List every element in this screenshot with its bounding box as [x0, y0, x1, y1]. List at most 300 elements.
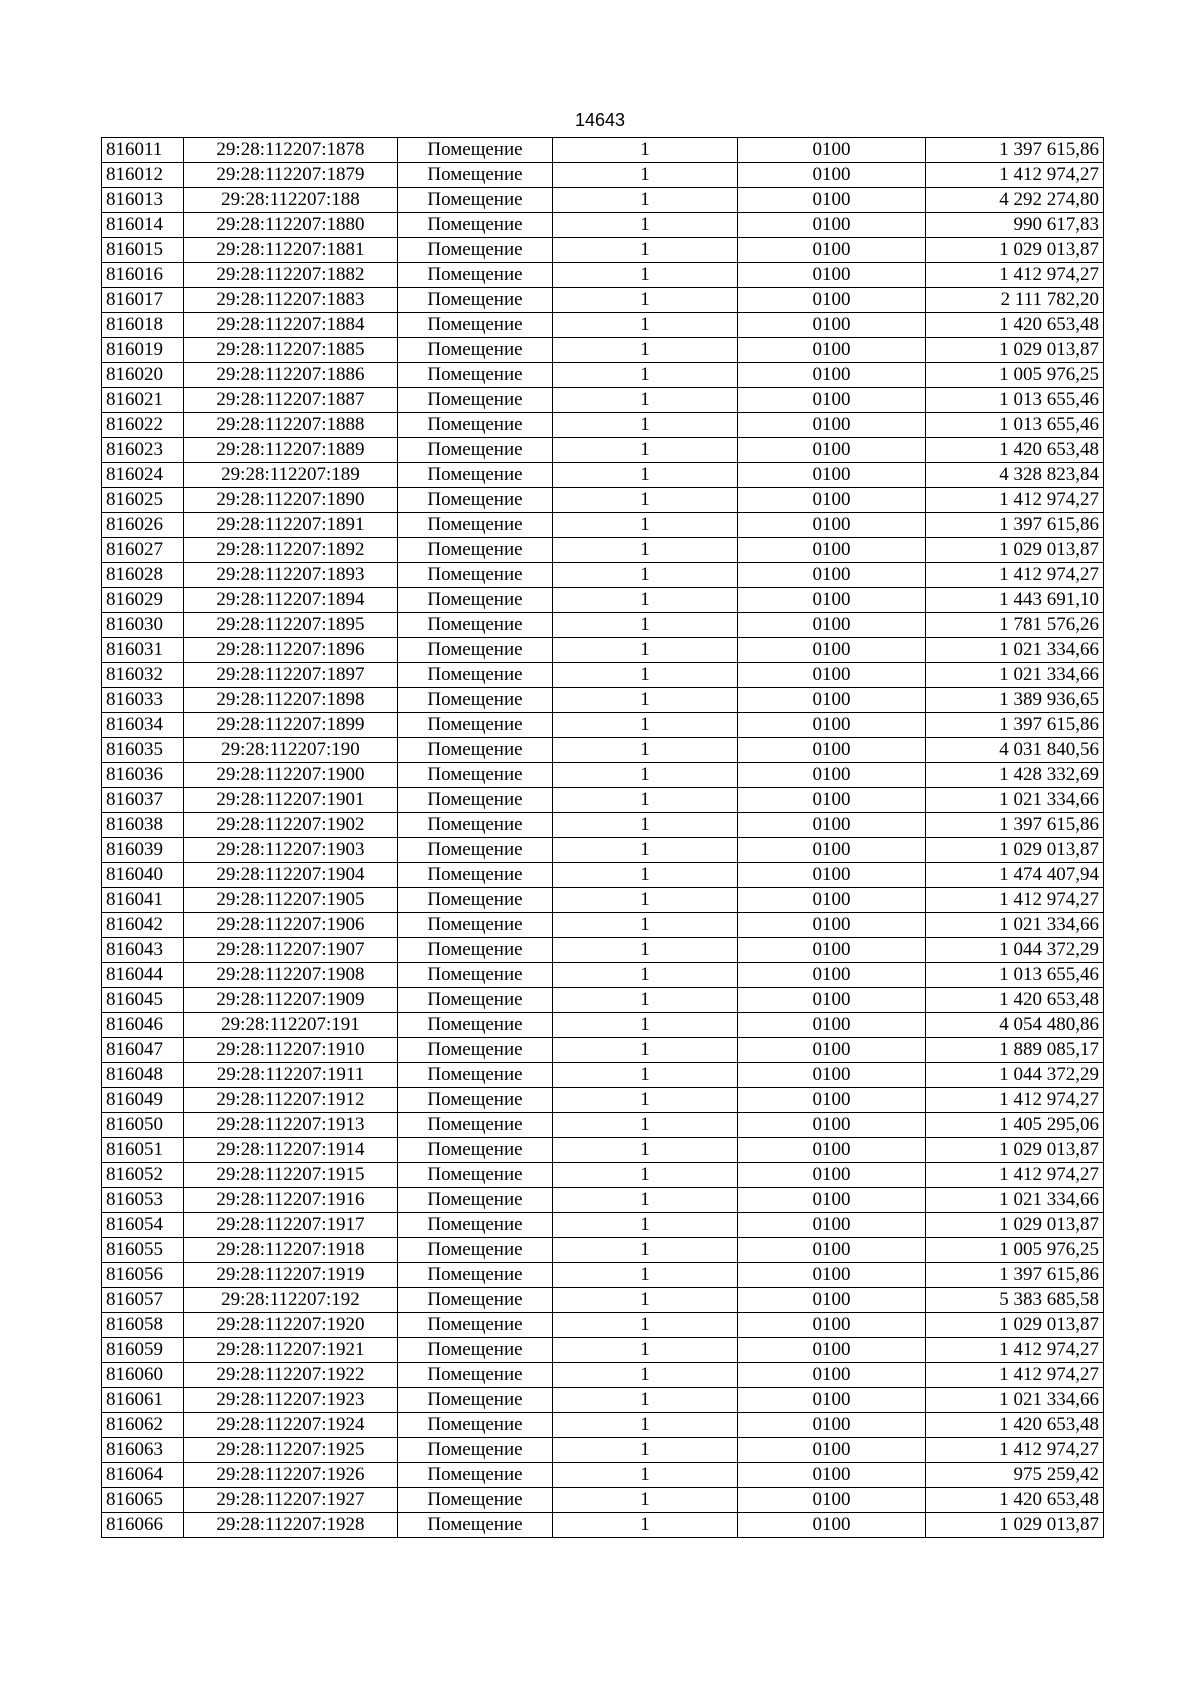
- row-number-cell: 816020: [102, 363, 184, 388]
- code-cell: 0100: [738, 1513, 926, 1538]
- cadastral-value-cell: 1 389 936,65: [926, 688, 1104, 713]
- code-cell: 0100: [738, 213, 926, 238]
- code-cell: 0100: [738, 413, 926, 438]
- code-cell: 0100: [738, 513, 926, 538]
- count-cell: 1: [553, 938, 738, 963]
- cadastral-value-cell: 1 021 334,66: [926, 913, 1104, 938]
- object-type-cell: Помещение: [398, 938, 553, 963]
- cadastral-number-cell: 29:28:112207:1887: [184, 388, 398, 413]
- row-number-cell: 816066: [102, 1513, 184, 1538]
- code-cell: 0100: [738, 313, 926, 338]
- object-type-cell: Помещение: [398, 688, 553, 713]
- cadastral-value-cell: 1 412 974,27: [926, 563, 1104, 588]
- cadastral-number-cell: 29:28:112207:1924: [184, 1413, 398, 1438]
- code-cell: 0100: [738, 1463, 926, 1488]
- row-number-cell: 816030: [102, 613, 184, 638]
- count-cell: 1: [553, 838, 738, 863]
- code-cell: 0100: [738, 1413, 926, 1438]
- count-cell: 1: [553, 788, 738, 813]
- code-cell: 0100: [738, 638, 926, 663]
- count-cell: 1: [553, 413, 738, 438]
- table-row: [102, 538, 1104, 563]
- cadastral-value-cell: 1 420 653,48: [926, 438, 1104, 463]
- code-cell: 0100: [738, 838, 926, 863]
- count-cell: 1: [553, 638, 738, 663]
- row-number-cell: 816013: [102, 188, 184, 213]
- object-type-cell: Помещение: [398, 813, 553, 838]
- cadastral-value-cell: 1 044 372,29: [926, 1063, 1104, 1088]
- cadastral-value-cell: 1 412 974,27: [926, 488, 1104, 513]
- table-row: [102, 1338, 1104, 1363]
- cadastral-value-cell: 4 054 480,86: [926, 1013, 1104, 1038]
- cadastral-number-cell: 29:28:112207:1878: [184, 138, 398, 163]
- cadastral-value-cell: 1 021 334,66: [926, 638, 1104, 663]
- code-cell: 0100: [738, 1238, 926, 1263]
- object-type-cell: Помещение: [398, 663, 553, 688]
- table-row: [102, 363, 1104, 388]
- object-type-cell: Помещение: [398, 238, 553, 263]
- table-row: [102, 338, 1104, 363]
- object-type-cell: Помещение: [398, 588, 553, 613]
- count-cell: 1: [553, 1188, 738, 1213]
- cadastral-value-cell: 5 383 685,58: [926, 1288, 1104, 1313]
- cadastral-value-cell: 1 029 013,87: [926, 1213, 1104, 1238]
- code-cell: 0100: [738, 388, 926, 413]
- row-number-cell: 816061: [102, 1388, 184, 1413]
- object-type-cell: Помещение: [398, 888, 553, 913]
- object-type-cell: Помещение: [398, 713, 553, 738]
- count-cell: 1: [553, 438, 738, 463]
- cadastral-number-cell: 29:28:112207:1913: [184, 1113, 398, 1138]
- count-cell: 1: [553, 1263, 738, 1288]
- table-row: [102, 1188, 1104, 1213]
- code-cell: 0100: [738, 538, 926, 563]
- row-number-cell: 816055: [102, 1238, 184, 1263]
- row-number-cell: 816040: [102, 863, 184, 888]
- row-number-cell: 816062: [102, 1413, 184, 1438]
- table-row: [102, 838, 1104, 863]
- row-number-cell: 816033: [102, 688, 184, 713]
- row-number-cell: 816017: [102, 288, 184, 313]
- row-number-cell: 816035: [102, 738, 184, 763]
- cadastral-number-cell: 29:28:112207:1919: [184, 1263, 398, 1288]
- cadastral-value-cell: 1 029 013,87: [926, 1138, 1104, 1163]
- object-type-cell: Помещение: [398, 288, 553, 313]
- count-cell: 1: [553, 1013, 738, 1038]
- object-type-cell: Помещение: [398, 1213, 553, 1238]
- cadastral-number-cell: 29:28:112207:1927: [184, 1488, 398, 1513]
- row-number-cell: 816057: [102, 1288, 184, 1313]
- count-cell: 1: [553, 1163, 738, 1188]
- cadastral-number-cell: 29:28:112207:191: [184, 1013, 398, 1038]
- row-number-cell: 816048: [102, 1063, 184, 1088]
- row-number-cell: 816051: [102, 1138, 184, 1163]
- row-number-cell: 816049: [102, 1088, 184, 1113]
- table-row: [102, 1063, 1104, 1088]
- table-row: [102, 938, 1104, 963]
- cadastral-value-cell: 1 013 655,46: [926, 413, 1104, 438]
- table-row: [102, 288, 1104, 313]
- object-type-cell: Помещение: [398, 213, 553, 238]
- cadastral-value-cell: 1 420 653,48: [926, 1413, 1104, 1438]
- table-row: [102, 663, 1104, 688]
- table-row: [102, 1238, 1104, 1263]
- code-cell: 0100: [738, 288, 926, 313]
- object-type-cell: Помещение: [398, 163, 553, 188]
- code-cell: 0100: [738, 588, 926, 613]
- cadastral-number-cell: 29:28:112207:1909: [184, 988, 398, 1013]
- object-type-cell: Помещение: [398, 313, 553, 338]
- count-cell: 1: [553, 163, 738, 188]
- row-number-cell: 816056: [102, 1263, 184, 1288]
- count-cell: 1: [553, 1338, 738, 1363]
- count-cell: 1: [553, 1138, 738, 1163]
- row-number-cell: 816028: [102, 563, 184, 588]
- code-cell: 0100: [738, 963, 926, 988]
- object-type-cell: Помещение: [398, 988, 553, 1013]
- row-number-cell: 816059: [102, 1338, 184, 1363]
- cadastral-number-cell: 29:28:112207:1912: [184, 1088, 398, 1113]
- cadastral-value-cell: 1 397 615,86: [926, 813, 1104, 838]
- code-cell: 0100: [738, 163, 926, 188]
- row-number-cell: 816041: [102, 888, 184, 913]
- row-number-cell: 816053: [102, 1188, 184, 1213]
- cadastral-value-cell: 1 005 976,25: [926, 1238, 1104, 1263]
- object-type-cell: Помещение: [398, 413, 553, 438]
- object-type-cell: Помещение: [398, 1513, 553, 1538]
- code-cell: 0100: [738, 938, 926, 963]
- code-cell: 0100: [738, 138, 926, 163]
- cadastral-number-cell: 29:28:112207:1903: [184, 838, 398, 863]
- cadastral-value-cell: 1 428 332,69: [926, 763, 1104, 788]
- object-type-cell: Помещение: [398, 913, 553, 938]
- object-type-cell: Помещение: [398, 1138, 553, 1163]
- cadastral-number-cell: 29:28:112207:1884: [184, 313, 398, 338]
- code-cell: 0100: [738, 688, 926, 713]
- table-row: [102, 688, 1104, 713]
- code-cell: 0100: [738, 1288, 926, 1313]
- cadastral-value-cell: 990 617,83: [926, 213, 1104, 238]
- object-type-cell: Помещение: [398, 1338, 553, 1363]
- table-row: [102, 1313, 1104, 1338]
- count-cell: 1: [553, 1513, 738, 1538]
- row-number-cell: 816045: [102, 988, 184, 1013]
- table-row: [102, 813, 1104, 838]
- object-type-cell: Помещение: [398, 538, 553, 563]
- cadastral-value-cell: 1 029 013,87: [926, 338, 1104, 363]
- table-row: [102, 238, 1104, 263]
- count-cell: 1: [553, 1363, 738, 1388]
- cadastral-value-cell: 1 443 691,10: [926, 588, 1104, 613]
- count-cell: 1: [553, 363, 738, 388]
- count-cell: 1: [553, 1063, 738, 1088]
- table-row: [102, 1113, 1104, 1138]
- cadastral-number-cell: 29:28:112207:1918: [184, 1238, 398, 1263]
- table-row: [102, 513, 1104, 538]
- code-cell: 0100: [738, 1113, 926, 1138]
- cadastral-value-cell: 1 420 653,48: [926, 313, 1104, 338]
- cadastral-number-cell: 29:28:112207:1911: [184, 1063, 398, 1088]
- cadastral-number-cell: 29:28:112207:1902: [184, 813, 398, 838]
- row-number-cell: 816050: [102, 1113, 184, 1138]
- count-cell: 1: [553, 588, 738, 613]
- cadastral-value-cell: 1 412 974,27: [926, 263, 1104, 288]
- cadastral-number-cell: 29:28:112207:1889: [184, 438, 398, 463]
- count-cell: 1: [553, 313, 738, 338]
- cadastral-value-cell: 4 328 823,84: [926, 463, 1104, 488]
- count-cell: 1: [553, 813, 738, 838]
- code-cell: 0100: [738, 463, 926, 488]
- object-type-cell: Помещение: [398, 638, 553, 663]
- cadastral-number-cell: 29:28:112207:1908: [184, 963, 398, 988]
- cadastral-number-cell: 29:28:112207:1917: [184, 1213, 398, 1238]
- code-cell: 0100: [738, 363, 926, 388]
- object-type-cell: Помещение: [398, 138, 553, 163]
- cadastral-number-cell: 29:28:112207:1883: [184, 288, 398, 313]
- object-type-cell: Помещение: [398, 1038, 553, 1063]
- count-cell: 1: [553, 488, 738, 513]
- count-cell: 1: [553, 963, 738, 988]
- row-number-cell: 816011: [102, 138, 184, 163]
- object-type-cell: Помещение: [398, 488, 553, 513]
- table-row: [102, 1413, 1104, 1438]
- table-row: [102, 988, 1104, 1013]
- row-number-cell: 816026: [102, 513, 184, 538]
- table-row: [102, 1463, 1104, 1488]
- row-number-cell: 816036: [102, 763, 184, 788]
- row-number-cell: 816064: [102, 1463, 184, 1488]
- cadastral-number-cell: 29:28:112207:1885: [184, 338, 398, 363]
- row-number-cell: 816025: [102, 488, 184, 513]
- code-cell: 0100: [738, 1188, 926, 1213]
- table-row: [102, 588, 1104, 613]
- cadastral-number-cell: 29:28:112207:1882: [184, 263, 398, 288]
- code-cell: 0100: [738, 613, 926, 638]
- object-type-cell: Помещение: [398, 838, 553, 863]
- object-type-cell: Помещение: [398, 963, 553, 988]
- count-cell: 1: [553, 888, 738, 913]
- row-number-cell: 816054: [102, 1213, 184, 1238]
- table-row: [102, 1038, 1104, 1063]
- count-cell: 1: [553, 1213, 738, 1238]
- object-type-cell: Помещение: [398, 1463, 553, 1488]
- table-row: [102, 1388, 1104, 1413]
- count-cell: 1: [553, 1113, 738, 1138]
- object-type-cell: Помещение: [398, 1238, 553, 1263]
- table-row: [102, 888, 1104, 913]
- cadastral-number-cell: 29:28:112207:1881: [184, 238, 398, 263]
- object-type-cell: Помещение: [398, 1363, 553, 1388]
- row-number-cell: 816027: [102, 538, 184, 563]
- object-type-cell: Помещение: [398, 263, 553, 288]
- cadastral-value-cell: 1 005 976,25: [926, 363, 1104, 388]
- cadastral-number-cell: 29:28:112207:1928: [184, 1513, 398, 1538]
- code-cell: 0100: [738, 1013, 926, 1038]
- cadastral-number-cell: 29:28:112207:1897: [184, 663, 398, 688]
- table-row: [102, 738, 1104, 763]
- object-type-cell: Помещение: [398, 463, 553, 488]
- code-cell: 0100: [738, 1063, 926, 1088]
- row-number-cell: 816042: [102, 913, 184, 938]
- cadastral-number-cell: 29:28:112207:1925: [184, 1438, 398, 1463]
- count-cell: 1: [553, 238, 738, 263]
- table-row: [102, 388, 1104, 413]
- row-number-cell: 816047: [102, 1038, 184, 1063]
- object-type-cell: Помещение: [398, 613, 553, 638]
- table-row: [102, 1513, 1104, 1538]
- row-number-cell: 816015: [102, 238, 184, 263]
- table-row: [102, 788, 1104, 813]
- object-type-cell: Помещение: [398, 1413, 553, 1438]
- count-cell: 1: [553, 738, 738, 763]
- table-row: [102, 313, 1104, 338]
- code-cell: 0100: [738, 1363, 926, 1388]
- code-cell: 0100: [738, 863, 926, 888]
- row-number-cell: 816012: [102, 163, 184, 188]
- row-number-cell: 816034: [102, 713, 184, 738]
- cadastral-number-cell: 29:28:112207:189: [184, 463, 398, 488]
- table-row: [102, 1288, 1104, 1313]
- count-cell: 1: [553, 1413, 738, 1438]
- table-row: [102, 763, 1104, 788]
- row-number-cell: 816014: [102, 213, 184, 238]
- cadastral-value-cell: 1 412 974,27: [926, 1338, 1104, 1363]
- registry-table-body: [102, 138, 1104, 1538]
- cadastral-value-cell: 1 889 085,17: [926, 1038, 1104, 1063]
- table-row: [102, 1488, 1104, 1513]
- count-cell: 1: [553, 1488, 738, 1513]
- code-cell: 0100: [738, 1488, 926, 1513]
- code-cell: 0100: [738, 1388, 926, 1413]
- cadastral-value-cell: 1 781 576,26: [926, 613, 1104, 638]
- count-cell: 1: [553, 688, 738, 713]
- count-cell: 1: [553, 563, 738, 588]
- object-type-cell: Помещение: [398, 1488, 553, 1513]
- code-cell: 0100: [738, 913, 926, 938]
- cadastral-number-cell: 29:28:112207:1880: [184, 213, 398, 238]
- code-cell: 0100: [738, 888, 926, 913]
- cadastral-number-cell: 29:28:112207:1905: [184, 888, 398, 913]
- cadastral-number-cell: 29:28:112207:1926: [184, 1463, 398, 1488]
- count-cell: 1: [553, 1313, 738, 1338]
- cadastral-value-cell: 1 474 407,94: [926, 863, 1104, 888]
- row-number-cell: 816023: [102, 438, 184, 463]
- row-number-cell: 816038: [102, 813, 184, 838]
- cadastral-value-cell: 1 021 334,66: [926, 1388, 1104, 1413]
- row-number-cell: 816043: [102, 938, 184, 963]
- code-cell: 0100: [738, 788, 926, 813]
- object-type-cell: Помещение: [398, 738, 553, 763]
- count-cell: 1: [553, 538, 738, 563]
- cadastral-value-cell: 1 029 013,87: [926, 538, 1104, 563]
- object-type-cell: Помещение: [398, 863, 553, 888]
- cadastral-number-cell: 29:28:112207:1904: [184, 863, 398, 888]
- count-cell: 1: [553, 188, 738, 213]
- cadastral-number-cell: 29:28:112207:1914: [184, 1138, 398, 1163]
- cadastral-number-cell: 29:28:112207:1922: [184, 1363, 398, 1388]
- table-row: [102, 263, 1104, 288]
- table-row: [102, 1438, 1104, 1463]
- code-cell: 0100: [738, 988, 926, 1013]
- row-number-cell: 816039: [102, 838, 184, 863]
- code-cell: 0100: [738, 1313, 926, 1338]
- row-number-cell: 816044: [102, 963, 184, 988]
- code-cell: 0100: [738, 1263, 926, 1288]
- object-type-cell: Помещение: [398, 1438, 553, 1463]
- cadastral-value-cell: 1 412 974,27: [926, 163, 1104, 188]
- table-row: [102, 1163, 1104, 1188]
- count-cell: 1: [553, 463, 738, 488]
- table-row: [102, 563, 1104, 588]
- cadastral-value-cell: 1 420 653,48: [926, 1488, 1104, 1513]
- cadastral-number-cell: 29:28:112207:1900: [184, 763, 398, 788]
- count-cell: 1: [553, 988, 738, 1013]
- cadastral-value-cell: 1 412 974,27: [926, 888, 1104, 913]
- count-cell: 1: [553, 1463, 738, 1488]
- registry-table: [101, 137, 1104, 1538]
- code-cell: 0100: [738, 1338, 926, 1363]
- object-type-cell: Помещение: [398, 563, 553, 588]
- code-cell: 0100: [738, 1138, 926, 1163]
- cadastral-number-cell: 29:28:112207:1898: [184, 688, 398, 713]
- object-type-cell: Помещение: [398, 438, 553, 463]
- cadastral-value-cell: 1 021 334,66: [926, 788, 1104, 813]
- cadastral-value-cell: 1 021 334,66: [926, 663, 1104, 688]
- object-type-cell: Помещение: [398, 763, 553, 788]
- cadastral-number-cell: 29:28:112207:1907: [184, 938, 398, 963]
- row-number-cell: 816052: [102, 1163, 184, 1188]
- cadastral-value-cell: 975 259,42: [926, 1463, 1104, 1488]
- cadastral-value-cell: 1 029 013,87: [926, 1313, 1104, 1338]
- object-type-cell: Помещение: [398, 1288, 553, 1313]
- table-row: [102, 213, 1104, 238]
- cadastral-value-cell: 1 029 013,87: [926, 1513, 1104, 1538]
- table-row: [102, 163, 1104, 188]
- count-cell: 1: [553, 338, 738, 363]
- object-type-cell: Помещение: [398, 1013, 553, 1038]
- cadastral-value-cell: 1 021 334,66: [926, 1188, 1104, 1213]
- object-type-cell: Помещение: [398, 1163, 553, 1188]
- cadastral-value-cell: 1 397 615,86: [926, 713, 1104, 738]
- count-cell: 1: [553, 613, 738, 638]
- object-type-cell: Помещение: [398, 1388, 553, 1413]
- row-number-cell: 816032: [102, 663, 184, 688]
- table-row: [102, 713, 1104, 738]
- table-row: [102, 1263, 1104, 1288]
- count-cell: 1: [553, 1388, 738, 1413]
- count-cell: 1: [553, 1288, 738, 1313]
- count-cell: 1: [553, 388, 738, 413]
- count-cell: 1: [553, 288, 738, 313]
- cadastral-number-cell: 29:28:112207:1921: [184, 1338, 398, 1363]
- cadastral-number-cell: 29:28:112207:1892: [184, 538, 398, 563]
- count-cell: 1: [553, 513, 738, 538]
- object-type-cell: Помещение: [398, 363, 553, 388]
- count-cell: 1: [553, 713, 738, 738]
- table-row: [102, 438, 1104, 463]
- object-type-cell: Помещение: [398, 188, 553, 213]
- cadastral-number-cell: 29:28:112207:1915: [184, 1163, 398, 1188]
- cadastral-value-cell: 1 412 974,27: [926, 1438, 1104, 1463]
- object-type-cell: Помещение: [398, 513, 553, 538]
- cadastral-value-cell: 1 405 295,06: [926, 1113, 1104, 1138]
- row-number-cell: 816063: [102, 1438, 184, 1463]
- count-cell: 1: [553, 263, 738, 288]
- row-number-cell: 816058: [102, 1313, 184, 1338]
- code-cell: 0100: [738, 438, 926, 463]
- cadastral-number-cell: 29:28:112207:1896: [184, 638, 398, 663]
- cadastral-number-cell: 29:28:112207:188: [184, 188, 398, 213]
